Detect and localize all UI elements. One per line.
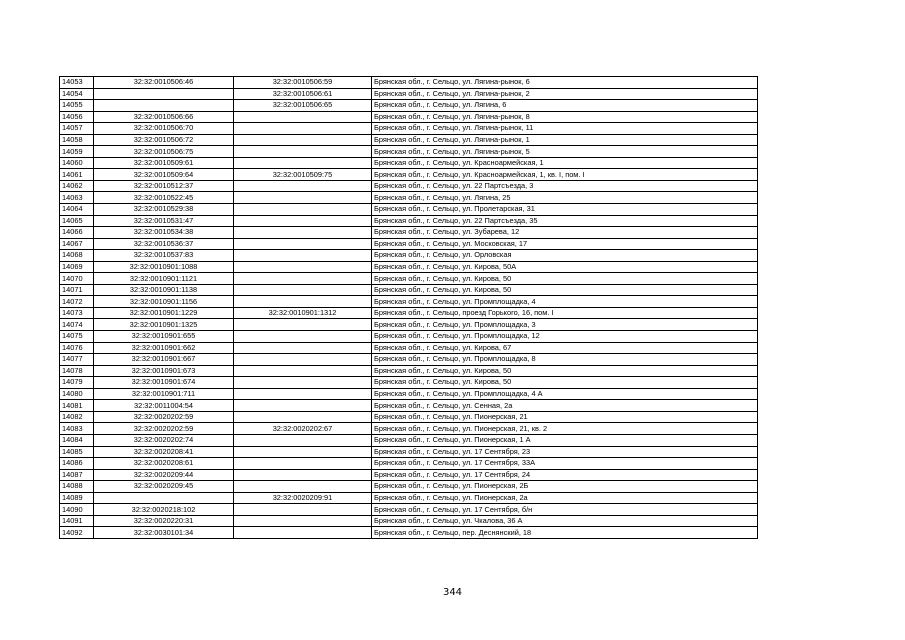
address-cell: Брянская обл., г. Сельцо, ул. Пионерская, 2Б bbox=[372, 481, 758, 493]
row-number-cell: 14074 bbox=[60, 319, 94, 331]
address-cell: Брянская обл., г. Сельцо, ул. 17 Сентября, 23 bbox=[372, 446, 758, 458]
table-row bbox=[60, 192, 758, 204]
row-number-cell: 14071 bbox=[60, 284, 94, 296]
table-row bbox=[60, 227, 758, 239]
address-cell: Брянская обл., г. Сельцо, ул. Промплощадка, 3 bbox=[372, 319, 758, 331]
cadastral-number-cell: 32:32:0020218:102 bbox=[94, 504, 234, 516]
row-number-cell: 14079 bbox=[60, 377, 94, 389]
table-row bbox=[60, 111, 758, 123]
related-cadastral-number-cell: 32:32:0010506:59 bbox=[234, 77, 372, 89]
related-cadastral-number-cell bbox=[234, 296, 372, 308]
address-cell: Брянская обл., г. Сельцо, ул. Кирова, 50 bbox=[372, 365, 758, 377]
table-row bbox=[60, 342, 758, 354]
cadastral-number-cell: 32:32:0010506:70 bbox=[94, 123, 234, 135]
row-number-cell: 14080 bbox=[60, 388, 94, 400]
table-row bbox=[60, 504, 758, 516]
table-row bbox=[60, 307, 758, 319]
cadastral-number-cell: 32:32:0010506:46 bbox=[94, 77, 234, 89]
address-cell: Брянская обл., г. Сельцо, ул. Зубарева, 12 bbox=[372, 227, 758, 239]
cadastral-number-cell bbox=[94, 100, 234, 112]
cadastral-number-cell: 32:32:0020220:31 bbox=[94, 515, 234, 527]
table-row bbox=[60, 434, 758, 446]
address-cell: Брянская обл., г. Сельцо, ул. Кирова, 50 bbox=[372, 273, 758, 285]
address-cell: Брянская обл., г. Сельцо, ул. Орловская bbox=[372, 250, 758, 262]
row-number-cell: 14088 bbox=[60, 481, 94, 493]
table-row bbox=[60, 77, 758, 89]
address-cell: Брянская обл., г. Сельцо, ул. Кирова, 67 bbox=[372, 342, 758, 354]
related-cadastral-number-cell: 32:32:0010506:61 bbox=[234, 88, 372, 100]
address-cell: Брянская обл., г. Сельцо, ул. Лягина, 25 bbox=[372, 192, 758, 204]
address-cell: Брянская обл., г. Сельцо, пер. Деснянский, 18 bbox=[372, 527, 758, 539]
related-cadastral-number-cell bbox=[234, 238, 372, 250]
related-cadastral-number-cell bbox=[234, 319, 372, 331]
cadastral-number-cell: 32:32:0010537:83 bbox=[94, 250, 234, 262]
table-row bbox=[60, 458, 758, 470]
related-cadastral-number-cell bbox=[234, 458, 372, 470]
cadastral-number-cell: 32:32:0020209:44 bbox=[94, 469, 234, 481]
related-cadastral-number-cell: 32:32:0020209:91 bbox=[234, 492, 372, 504]
row-number-cell: 14064 bbox=[60, 204, 94, 216]
row-number-cell: 14053 bbox=[60, 77, 94, 89]
address-cell: Брянская обл., г. Сельцо, ул. Кирова, 50 bbox=[372, 284, 758, 296]
related-cadastral-number-cell bbox=[234, 123, 372, 135]
table-row bbox=[60, 400, 758, 412]
cadastral-number-cell: 32:32:0030101:34 bbox=[94, 527, 234, 539]
table-row bbox=[60, 100, 758, 112]
table-row bbox=[60, 319, 758, 331]
address-cell: Брянская обл., г. Сельцо, ул. Пионерская, 1 А bbox=[372, 434, 758, 446]
row-number-cell: 14085 bbox=[60, 446, 94, 458]
related-cadastral-number-cell: 32:32:0010901:1312 bbox=[234, 307, 372, 319]
row-number-cell: 14078 bbox=[60, 365, 94, 377]
row-number-cell: 14073 bbox=[60, 307, 94, 319]
related-cadastral-number-cell bbox=[234, 134, 372, 146]
cadastral-number-cell: 32:32:0010901:673 bbox=[94, 365, 234, 377]
cadastral-number-cell: 32:32:0010512:37 bbox=[94, 180, 234, 192]
address-cell: Брянская обл., г. Сельцо, ул. Лягина-рынок, 11 bbox=[372, 123, 758, 135]
table-row bbox=[60, 296, 758, 308]
address-cell: Брянская обл., г. Сельцо, ул. 22 Партсъезда, 3 bbox=[372, 180, 758, 192]
table-row bbox=[60, 354, 758, 366]
row-number-cell: 14091 bbox=[60, 515, 94, 527]
row-number-cell: 14087 bbox=[60, 469, 94, 481]
cadastral-number-cell: 32:32:0010506:66 bbox=[94, 111, 234, 123]
table-row bbox=[60, 365, 758, 377]
related-cadastral-number-cell: 32:32:0020202:67 bbox=[234, 423, 372, 435]
cadastral-number-cell: 32:32:0010531:47 bbox=[94, 215, 234, 227]
page-number: 344 bbox=[442, 587, 463, 598]
table-row bbox=[60, 204, 758, 216]
table-row bbox=[60, 146, 758, 158]
related-cadastral-number-cell: 32:32:0010506:65 bbox=[234, 100, 372, 112]
row-number-cell: 14056 bbox=[60, 111, 94, 123]
address-cell: Брянская обл., г. Сельцо, ул. Кирова, 50 bbox=[372, 377, 758, 389]
row-number-cell: 14081 bbox=[60, 400, 94, 412]
address-cell: Брянская обл., г. Сельцо, ул. Лягина-рынок, 2 bbox=[372, 88, 758, 100]
related-cadastral-number-cell bbox=[234, 515, 372, 527]
row-number-cell: 14082 bbox=[60, 411, 94, 423]
row-number-cell: 14055 bbox=[60, 100, 94, 112]
related-cadastral-number-cell bbox=[234, 331, 372, 343]
address-cell: Брянская обл., г. Сельцо, ул. Промплощадка, 4 А bbox=[372, 388, 758, 400]
cadastral-number-cell: 32:32:0010901:1156 bbox=[94, 296, 234, 308]
related-cadastral-number-cell bbox=[234, 227, 372, 239]
related-cadastral-number-cell bbox=[234, 469, 372, 481]
row-number-cell: 14057 bbox=[60, 123, 94, 135]
address-cell: Брянская обл., г. Сельцо, ул. Пионерская, 21, кв. 2 bbox=[372, 423, 758, 435]
address-cell: Брянская обл., г. Сельцо, ул. Лягина-рынок, 6 bbox=[372, 77, 758, 89]
row-number-cell: 14067 bbox=[60, 238, 94, 250]
address-cell: Брянская обл., г. Сельцо, ул. 17 Сентября, 33А bbox=[372, 458, 758, 470]
register-table-body bbox=[60, 77, 758, 539]
table-row bbox=[60, 481, 758, 493]
address-cell: Брянская обл., г. Сельцо, ул. Пролетарская, 31 bbox=[372, 204, 758, 216]
table-row bbox=[60, 261, 758, 273]
table-row bbox=[60, 284, 758, 296]
cadastral-number-cell: 32:32:0010901:1121 bbox=[94, 273, 234, 285]
related-cadastral-number-cell bbox=[234, 261, 372, 273]
cadastral-number-cell: 32:32:0010901:1088 bbox=[94, 261, 234, 273]
row-number-cell: 14062 bbox=[60, 180, 94, 192]
row-number-cell: 14070 bbox=[60, 273, 94, 285]
cadastral-number-cell: 32:32:0020209:45 bbox=[94, 481, 234, 493]
address-cell: Брянская обл., г. Сельцо, ул. Кирова, 50А bbox=[372, 261, 758, 273]
table-row bbox=[60, 273, 758, 285]
row-number-cell: 14063 bbox=[60, 192, 94, 204]
table-row bbox=[60, 492, 758, 504]
related-cadastral-number-cell bbox=[234, 354, 372, 366]
row-number-cell: 14061 bbox=[60, 169, 94, 181]
address-cell: Брянская обл., г. Сельцо, проезд Горького, 16, пом. I bbox=[372, 307, 758, 319]
related-cadastral-number-cell bbox=[234, 342, 372, 354]
row-number-cell: 14072 bbox=[60, 296, 94, 308]
table-row bbox=[60, 388, 758, 400]
table-row bbox=[60, 515, 758, 527]
related-cadastral-number-cell bbox=[234, 434, 372, 446]
cadastral-number-cell: 32:32:0020202:59 bbox=[94, 411, 234, 423]
related-cadastral-number-cell bbox=[234, 365, 372, 377]
cadastral-number-cell: 32:32:0020208:41 bbox=[94, 446, 234, 458]
table-row bbox=[60, 157, 758, 169]
table-row bbox=[60, 169, 758, 181]
table-row bbox=[60, 134, 758, 146]
address-cell: Брянская обл., г. Сельцо, ул. 22 Партсъезда, 35 bbox=[372, 215, 758, 227]
address-cell: Брянская обл., г. Сельцо, ул. Красноармейская, 1 bbox=[372, 157, 758, 169]
row-number-cell: 14084 bbox=[60, 434, 94, 446]
address-cell: Брянская обл., г. Сельцо, ул. Красноармейская, 1, кв. I, пом. I bbox=[372, 169, 758, 181]
table-row bbox=[60, 423, 758, 435]
table-row bbox=[60, 250, 758, 262]
related-cadastral-number-cell bbox=[234, 284, 372, 296]
cadastral-number-cell: 32:32:0010901:1325 bbox=[94, 319, 234, 331]
table-row bbox=[60, 469, 758, 481]
related-cadastral-number-cell bbox=[234, 146, 372, 158]
property-register-table bbox=[59, 76, 758, 539]
cadastral-number-cell: 32:32:0020202:74 bbox=[94, 434, 234, 446]
row-number-cell: 14083 bbox=[60, 423, 94, 435]
related-cadastral-number-cell bbox=[234, 481, 372, 493]
cadastral-number-cell: 32:32:0010901:674 bbox=[94, 377, 234, 389]
table-row bbox=[60, 238, 758, 250]
related-cadastral-number-cell bbox=[234, 111, 372, 123]
address-cell: Брянская обл., г. Сельцо, ул. Сенная, 2а bbox=[372, 400, 758, 412]
cadastral-number-cell: 32:32:0010901:667 bbox=[94, 354, 234, 366]
cadastral-number-cell: 32:32:0010536:37 bbox=[94, 238, 234, 250]
row-number-cell: 14090 bbox=[60, 504, 94, 516]
cadastral-number-cell: 32:32:0010529:38 bbox=[94, 204, 234, 216]
related-cadastral-number-cell bbox=[234, 215, 372, 227]
related-cadastral-number-cell bbox=[234, 411, 372, 423]
address-cell: Брянская обл., г. Сельцо, ул. Московская, 17 bbox=[372, 238, 758, 250]
address-cell: Брянская обл., г. Сельцо, ул. Промплощадка, 8 bbox=[372, 354, 758, 366]
address-cell: Брянская обл., г. Сельцо, ул. 17 Сентября, 24 bbox=[372, 469, 758, 481]
related-cadastral-number-cell bbox=[234, 527, 372, 539]
cadastral-number-cell: 32:32:0010509:64 bbox=[94, 169, 234, 181]
row-number-cell: 14075 bbox=[60, 331, 94, 343]
address-cell: Брянская обл., г. Сельцо, ул. Промплощадка, 12 bbox=[372, 331, 758, 343]
row-number-cell: 14086 bbox=[60, 458, 94, 470]
table-row bbox=[60, 446, 758, 458]
table-row bbox=[60, 411, 758, 423]
related-cadastral-number-cell bbox=[234, 388, 372, 400]
address-cell: Брянская обл., г. Сельцо, ул. Лягина, 6 bbox=[372, 100, 758, 112]
cadastral-number-cell: 32:32:0010901:662 bbox=[94, 342, 234, 354]
address-cell: Брянская обл., г. Сельцо, ул. Промплощадка, 4 bbox=[372, 296, 758, 308]
address-cell: Брянская обл., г. Сельцо, ул. Пионерская, 2а bbox=[372, 492, 758, 504]
address-cell: Брянская обл., г. Сельцо, ул. Лягина-рынок, 1 bbox=[372, 134, 758, 146]
address-cell: Брянская обл., г. Сельцо, ул. Лягина-рынок, 5 bbox=[372, 146, 758, 158]
table-row bbox=[60, 527, 758, 539]
address-cell: Брянская обл., г. Сельцо, ул. Лягина-рынок, 8 bbox=[372, 111, 758, 123]
related-cadastral-number-cell bbox=[234, 180, 372, 192]
table-row bbox=[60, 377, 758, 389]
row-number-cell: 14060 bbox=[60, 157, 94, 169]
cadastral-number-cell: 32:32:0020202:59 bbox=[94, 423, 234, 435]
cadastral-number-cell: 32:32:0020208:61 bbox=[94, 458, 234, 470]
related-cadastral-number-cell bbox=[234, 504, 372, 516]
row-number-cell: 14066 bbox=[60, 227, 94, 239]
row-number-cell: 14058 bbox=[60, 134, 94, 146]
table-row bbox=[60, 215, 758, 227]
row-number-cell: 14069 bbox=[60, 261, 94, 273]
related-cadastral-number-cell bbox=[234, 377, 372, 389]
address-cell: Брянская обл., г. Сельцо, ул. 17 Сентября, б/н bbox=[372, 504, 758, 516]
row-number-cell: 14068 bbox=[60, 250, 94, 262]
table-row bbox=[60, 331, 758, 343]
cadastral-number-cell: 32:32:0010506:75 bbox=[94, 146, 234, 158]
row-number-cell: 14092 bbox=[60, 527, 94, 539]
related-cadastral-number-cell bbox=[234, 446, 372, 458]
cadastral-number-cell: 32:32:0010506:72 bbox=[94, 134, 234, 146]
related-cadastral-number-cell bbox=[234, 250, 372, 262]
cadastral-number-cell: 32:32:0010901:655 bbox=[94, 331, 234, 343]
cadastral-number-cell bbox=[94, 88, 234, 100]
related-cadastral-number-cell bbox=[234, 192, 372, 204]
cadastral-number-cell: 32:32:0010509:61 bbox=[94, 157, 234, 169]
cadastral-number-cell: 32:32:0010901:1229 bbox=[94, 307, 234, 319]
row-number-cell: 14076 bbox=[60, 342, 94, 354]
row-number-cell: 14077 bbox=[60, 354, 94, 366]
cadastral-number-cell: 32:32:0010901:711 bbox=[94, 388, 234, 400]
cadastral-number-cell: 32:32:0010534:38 bbox=[94, 227, 234, 239]
related-cadastral-number-cell bbox=[234, 157, 372, 169]
row-number-cell: 14054 bbox=[60, 88, 94, 100]
table-row bbox=[60, 180, 758, 192]
address-cell: Брянская обл., г. Сельцо, ул. Пионерская, 21 bbox=[372, 411, 758, 423]
table-row bbox=[60, 123, 758, 135]
row-number-cell: 14059 bbox=[60, 146, 94, 158]
cadastral-number-cell: 32:32:0011004:54 bbox=[94, 400, 234, 412]
cadastral-number-cell: 32:32:0010901:1138 bbox=[94, 284, 234, 296]
cadastral-number-cell bbox=[94, 492, 234, 504]
cadastral-number-cell: 32:32:0010522:45 bbox=[94, 192, 234, 204]
table-row bbox=[60, 88, 758, 100]
row-number-cell: 14065 bbox=[60, 215, 94, 227]
row-number-cell: 14089 bbox=[60, 492, 94, 504]
address-cell: Брянская обл., г. Сельцо, ул. Чкалова, 36 А bbox=[372, 515, 758, 527]
related-cadastral-number-cell bbox=[234, 204, 372, 216]
related-cadastral-number-cell: 32:32:0010509:75 bbox=[234, 169, 372, 181]
related-cadastral-number-cell bbox=[234, 400, 372, 412]
related-cadastral-number-cell bbox=[234, 273, 372, 285]
